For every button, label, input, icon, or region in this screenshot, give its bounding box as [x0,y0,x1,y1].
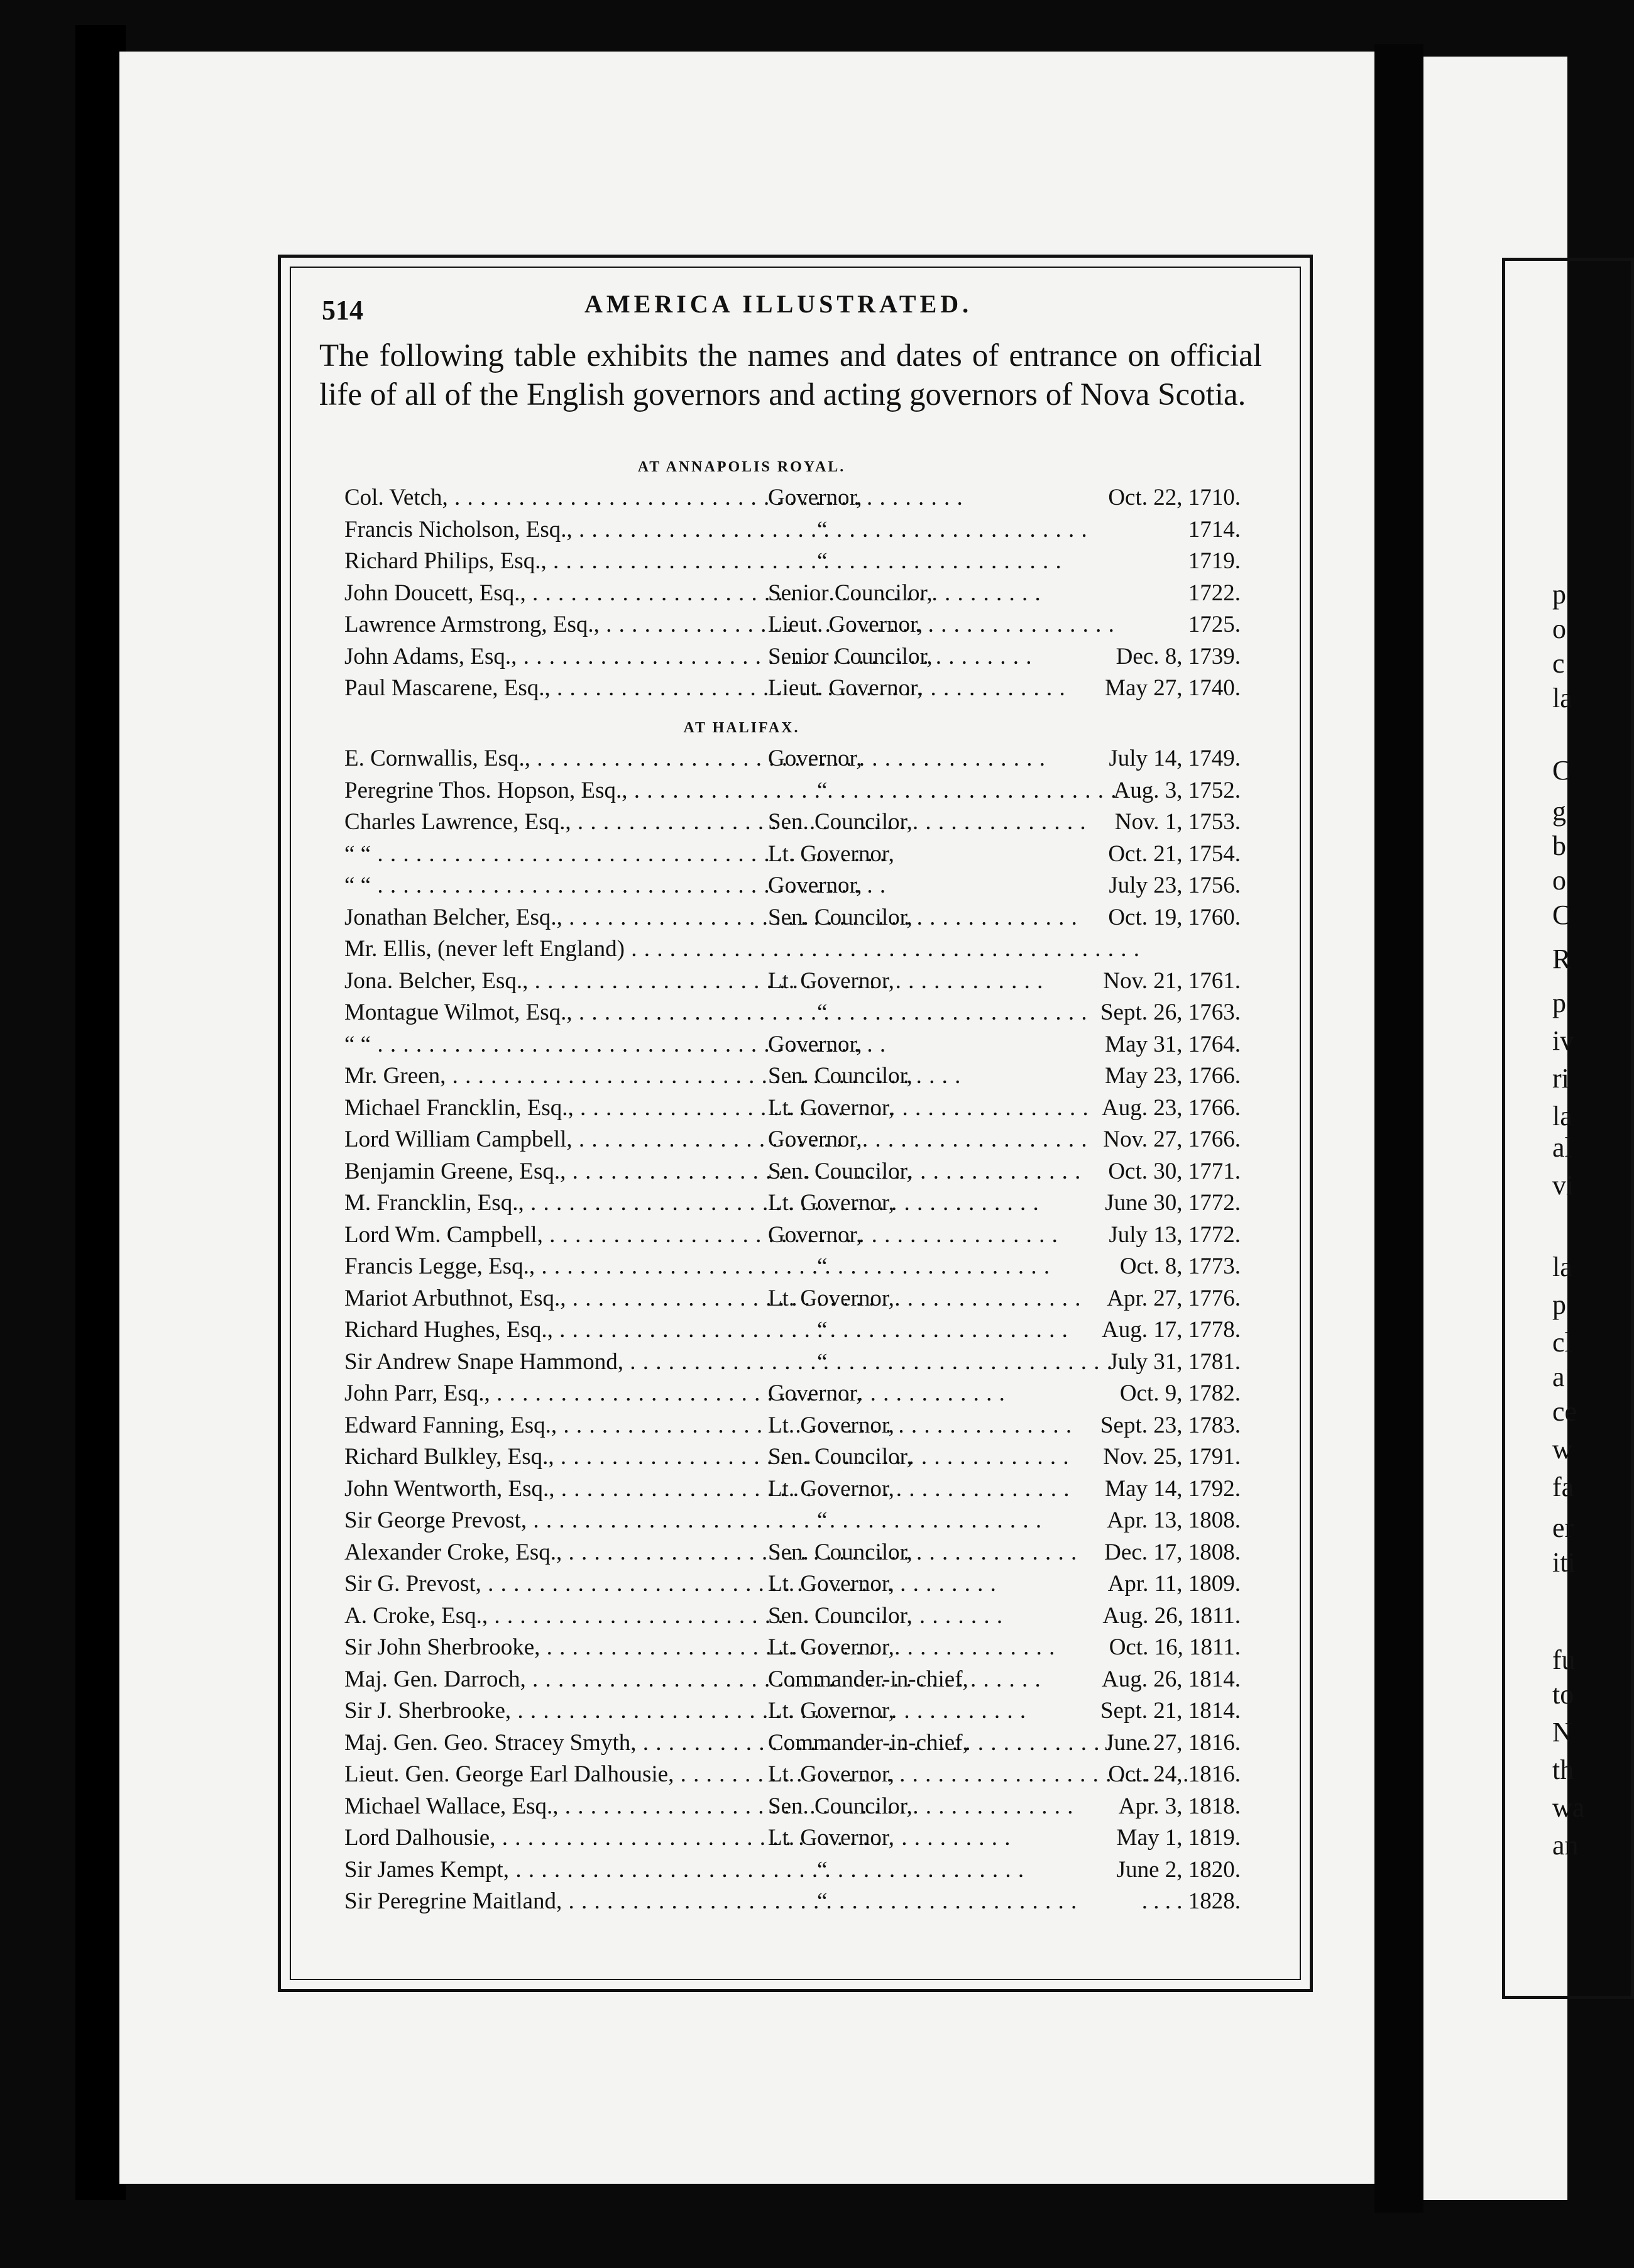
entry-date: June 2, 1820. [1116,1856,1241,1883]
office-title: Commander-in-chief, [768,1666,968,1692]
entry-date: Oct. 24, 1816. [1108,1761,1241,1787]
table-row [0,674,1567,706]
table-row [0,1856,1567,1888]
table-row [0,1443,1567,1475]
entry-date: Aug. 23, 1766. [1102,1094,1241,1121]
governor-name: Sir G. Prevost, . . . [344,1570,762,1597]
right-page-fragment: la [1552,1252,1572,1282]
office-title: Lieut. Governor, [768,675,923,701]
office-title: “ [817,1348,828,1375]
table-row [0,1793,1567,1824]
entry-date: 1719. [1188,548,1241,574]
right-page-fragment: ri [1552,1063,1569,1094]
right-page-fragment: p [1552,1289,1566,1320]
office-title: Lt. Governor, [768,1412,894,1438]
entry-date: Aug. 26, 1814. [1102,1666,1241,1692]
table-row [0,999,1567,1030]
governor-name: Lawrence Armstrong, Esq., . . . [344,611,762,638]
right-page-fragment: C [1552,900,1571,930]
entry-date: . . . . 1828. [1141,1888,1241,1914]
governor-name: Benjamin Greene, Esq., . . . [344,1158,762,1185]
entry-date: May 1, 1819. [1116,1825,1241,1851]
right-page-fragment: an [1552,1830,1579,1861]
right-page-fragment: cl [1552,1327,1572,1358]
entry-date: July 13, 1772. [1109,1221,1241,1248]
table-row [0,1221,1567,1253]
governor-name: “ “ . . . [344,840,762,867]
office-title: Sen. Councilor, [768,904,913,930]
entry-date: Aug. 17, 1778. [1102,1317,1241,1343]
table-row [0,872,1567,903]
table-row [0,1285,1567,1316]
governor-name: Montague Wilmot, Esq., . . . [344,999,762,1026]
governor-name: John Adams, Esq., . . . [344,643,762,670]
table-row [0,580,1567,611]
entry-date: Apr. 11, 1809. [1107,1571,1241,1597]
office-title: Governor, [768,1126,862,1152]
office-title: Lt. Governor, [768,1825,894,1851]
table-row [0,1475,1567,1507]
table-row [0,1316,1567,1348]
entry-date: Sept. 26, 1763. [1100,999,1241,1025]
table-row [0,1031,1567,1062]
table-row [0,967,1567,999]
entry-date: Sept. 21, 1814. [1100,1698,1241,1724]
office-title: Sen. Councilor, [768,809,913,835]
governor-name: Francis Nicholson, Esq., . . . [344,516,762,543]
governor-name: John Wentworth, Esq., . . . [344,1475,762,1502]
intro-paragraph: The following table exhibits the names and dates of entrance on official life of all of the English governors and acting governors of Nova Scotia. [319,338,1262,412]
governor-name: Sir John Sherbrooke, . . . [344,1634,762,1661]
governor-name: Francis Legge, Esq., . . . [344,1253,762,1280]
section-heading: AT HALIFAX. [683,720,800,736]
governor-name: Lord Dalhousie, . . . [344,1824,762,1851]
right-page-fragment: fu [1552,1644,1576,1675]
office-title: Sen. Councilor, [768,1158,913,1184]
governor-name: Col. Vetch, . . . [344,484,762,511]
right-page-fragment: o [1552,614,1566,644]
table-row [0,1380,1567,1411]
governor-name: Michael Francklin, Esq., . . . [344,1094,762,1121]
governor-name: Alexander Croke, Esq., . . . [344,1539,762,1566]
entry-date: July 23, 1756. [1109,873,1241,898]
entry-date: 1714. [1188,516,1241,542]
office-title: “ [817,777,828,803]
table-row [0,611,1567,642]
entry-date: June 27, 1816. [1105,1729,1241,1756]
office-title: Governor, [768,873,862,898]
table-row [0,1253,1567,1284]
table-row [0,1570,1567,1602]
office-title: Lt. Governor, [768,1475,894,1502]
entry-date: Nov. 27, 1766. [1103,1126,1241,1152]
right-page-fragment: C [1552,755,1571,786]
office-title: “ [817,1856,828,1883]
table-row [0,1539,1567,1570]
table-row [0,840,1567,872]
office-title: Governor, [768,1380,862,1406]
right-page-fragment: o [1552,865,1566,896]
right-page-fragment: vi [1552,1170,1574,1201]
right-page-fragment: p [1552,988,1566,1018]
right-page-fragment: fa [1552,1472,1574,1502]
entry-date: Oct. 19, 1760. [1108,904,1241,930]
office-title: Lt. Governor, [768,1761,894,1787]
office-title: “ [817,548,828,574]
table-row [0,935,1567,967]
office-title: Lt. Governor, [768,1190,894,1216]
entry-date: July 31, 1781. [1109,1348,1241,1375]
entry-date: Oct. 9, 1782. [1119,1380,1241,1406]
table-row [0,1824,1567,1856]
table-row [0,1507,1567,1538]
governor-name: Michael Wallace, Esq., . . . [344,1793,762,1820]
table-row [0,1602,1567,1634]
office-title: Lt. Governor, [768,1285,894,1311]
right-page-fragment: la [1552,1101,1572,1131]
table-row [0,1888,1567,1919]
right-page-fragment: a [1552,1362,1565,1392]
table-row [0,1094,1567,1126]
entry-date: June 30, 1772. [1105,1190,1241,1216]
office-title: “ [817,999,828,1025]
entry-date: 1722. [1188,580,1241,606]
office-title: Senior Councilor, [768,580,933,606]
governor-name: Richard Bulkley, Esq., . . . [344,1443,762,1470]
table-row [0,1126,1567,1157]
table-row [0,1729,1567,1761]
office-title: Governor, [768,746,862,771]
office-title: “ [817,1888,828,1914]
right-page-fragment: N [1552,1717,1572,1748]
right-page-fragment: th [1552,1754,1574,1785]
entry-date: Apr. 13, 1808. [1107,1507,1241,1533]
governor-name: Jona. Belcher, Esq., . . . [344,967,762,994]
office-title: Lt. Governor, [768,1698,894,1724]
table-row [0,516,1567,548]
table-row [0,1412,1567,1443]
governor-name: Sir James Kempt, . . . [344,1856,762,1883]
entry-date: May 23, 1766. [1105,1063,1241,1089]
governor-name: Mr. Ellis, (never left England) . . . [344,935,762,962]
governor-name: Paul Mascarene, Esq., . . . [344,674,762,702]
governor-name: Lord Wm. Campbell, . . . [344,1221,762,1248]
table-row [0,643,1567,674]
governor-name: Mr. Green, . . . [344,1062,762,1089]
table-row [0,548,1567,579]
office-title: Lieut. Governor, [768,612,923,637]
governor-name: E. Cornwallis, Esq., . . . [344,745,762,772]
office-title: Sen. Councilor, [768,1539,913,1565]
governor-name: Charles Lawrence, Esq., . . . [344,808,762,835]
right-page-fragment: er [1552,1512,1574,1543]
table-row [0,777,1567,808]
governor-name: Sir J. Sherbrooke, . . . [344,1697,762,1724]
right-page-fragment: ce [1552,1396,1577,1427]
governor-name: Mariot Arbuthnot, Esq., . . . [344,1285,762,1312]
right-page-fragment: c [1552,648,1565,679]
governor-name: Maj. Gen. Darroch, . . . [344,1666,762,1693]
table-row [0,1697,1567,1729]
table-row [0,1761,1567,1792]
governor-name: Richard Hughes, Esq., . . . [344,1316,762,1343]
entry-date: May 27, 1740. [1105,675,1241,701]
table-row [0,484,1567,515]
section-heading: AT ANNAPOLIS ROYAL. [637,459,846,475]
office-title: “ [817,1253,828,1279]
right-page-fragment: g [1552,796,1566,827]
governor-name: John Doucett, Esq., . . . [344,580,762,607]
governor-name: Lord William Campbell, . . . [344,1126,762,1153]
table-row [0,808,1567,840]
office-title: Lt. Governor, [768,1094,894,1121]
office-title: “ [817,516,828,542]
right-page-fragment: w [1552,1434,1572,1465]
entry-date: Oct. 22, 1710. [1108,485,1241,510]
table-row [0,745,1567,776]
governor-name: Richard Philips, Esq., . . . [344,548,762,575]
entry-date: Apr. 3, 1818. [1118,1793,1241,1819]
entry-date: July 14, 1749. [1109,746,1241,771]
governor-name: Peregrine Thos. Hopson, Esq., . . . [344,777,762,804]
page-number: 514 [322,295,363,326]
entry-date: Oct. 8, 1773. [1119,1253,1241,1279]
governor-name: “ “ . . . [344,872,762,899]
office-title: “ [817,1507,828,1533]
table-row [0,1348,1567,1380]
entry-date: May 14, 1792. [1105,1475,1241,1502]
governor-name: Lieut. Gen. George Earl Dalhousie, . . . [344,1761,762,1788]
right-page-fragment: b [1552,830,1566,861]
office-title: Governor, [768,485,862,510]
table-row [0,1189,1567,1221]
office-title: Lt. Governor, [768,840,894,867]
entry-date: Nov. 25, 1791. [1103,1444,1241,1470]
entry-date: May 31, 1764. [1105,1031,1241,1057]
office-title: Governor, [768,1031,862,1057]
right-page-fragment: wa [1552,1792,1585,1823]
right-page-fragment: iti [1552,1547,1576,1578]
office-title: Governor, [768,1221,862,1248]
governor-name: Sir Peregrine Maitland, . . . [344,1888,762,1915]
running-head: AMERICA ILLUSTRATED. [584,290,973,318]
table-row [0,904,1567,935]
entry-date: Oct. 16, 1811. [1109,1634,1241,1660]
office-title: Sen. Councilor, [768,1602,913,1629]
entry-date: Nov. 21, 1761. [1103,967,1241,994]
governor-name: “ “ . . . [344,1031,762,1058]
entry-date: Aug. 26, 1811. [1102,1602,1241,1629]
office-title: Commander-in-chief, [768,1729,968,1756]
office-title: Lt. Governor, [768,1571,894,1597]
right-page-fragment: p [1552,579,1566,610]
entry-date: 1725. [1188,612,1241,637]
entry-date: Apr. 27, 1776. [1107,1285,1241,1311]
entry-date: Oct. 21, 1754. [1108,840,1241,867]
office-title: “ [817,1317,828,1343]
office-title: Sen. Councilor, [768,1444,913,1470]
right-page-fragment: al [1552,1132,1572,1163]
governor-name: A. Croke, Esq., . . . [344,1602,762,1629]
table-row [0,1158,1567,1189]
table-row [0,1062,1567,1094]
entry-date: Dec. 17, 1808. [1104,1539,1241,1565]
right-page-fragment: la [1552,683,1572,713]
right-page-fragment: to [1552,1679,1574,1710]
governor-name: Jonathan Belcher, Esq., . . . [344,904,762,931]
governor-name: M. Francklin, Esq., . . . [344,1189,762,1216]
entry-date: Aug. 3, 1752. [1113,777,1241,803]
right-page-fragment: R [1552,944,1571,974]
governor-name: Maj. Gen. Geo. Stracey Smyth, . . . [344,1729,762,1756]
governor-name: Edward Fanning, Esq., . . . [344,1412,762,1439]
table-row [0,1666,1567,1697]
governor-name: Sir Andrew Snape Hammond, . . . [344,1348,762,1375]
governor-name: Sir George Prevost, . . . [344,1507,762,1534]
office-title: Sen. Councilor, [768,1793,913,1819]
office-title: Lt. Governor, [768,1634,894,1660]
entry-date: Nov. 1, 1753. [1114,809,1241,835]
table-row [0,1634,1567,1665]
entry-date: Dec. 8, 1739. [1116,643,1241,669]
office-title: Lt. Governor, [768,967,894,994]
office-title: Sen. Councilor, [768,1063,913,1089]
entry-date: Oct. 30, 1771. [1108,1158,1241,1184]
office-title: Senior Councilor, [768,643,933,669]
entry-date: Sept. 23, 1783. [1100,1412,1241,1438]
right-page-fragment: iv [1552,1025,1574,1056]
governor-name: John Parr, Esq., . . . [344,1380,762,1407]
